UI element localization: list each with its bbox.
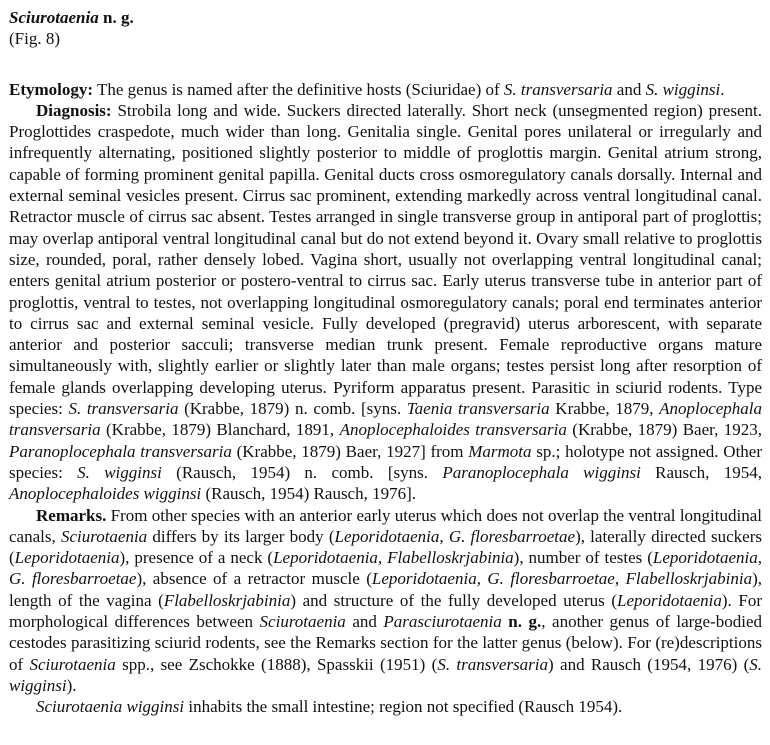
text-segment: S. transversaria (437, 654, 549, 674)
text-segment: Parasciurotaenia (383, 612, 502, 632)
text-segment: From other species with an anterior early uterus which does not overlap the ventral longitudinal canals, (9, 505, 762, 546)
etymology-paragraph (9, 79, 762, 100)
text-segment: S. transversaria (68, 399, 179, 419)
text-segment: Anoplocephaloides wigginsi (9, 484, 202, 504)
text-segment: (Krabbe, 1879) Baer, 1923, (566, 420, 763, 440)
text-segment: Marmota (468, 441, 532, 461)
habitat-paragraph (9, 696, 762, 717)
text-segment: S. transversaria (503, 79, 613, 99)
text-segment: The genus is named after the definitive hosts (Sciuridae) of (93, 79, 504, 99)
text-segment: ) and structure of the fully developed uterus ( (290, 590, 618, 610)
text-segment: inhabits the small intestine; region not specified (Rausch 1954). (184, 697, 623, 717)
text-segment: Diagnosis: (36, 100, 112, 120)
text-segment: Flabelloskrjabinia (163, 590, 291, 610)
text-segment: . (720, 79, 725, 99)
text-segment: (Krabbe, 1879) n. comb. [syns. (178, 399, 407, 419)
text-segment: ), absence of a retractor muscle ( (136, 569, 372, 589)
text-segment: ), laterally directed suckers ( (9, 526, 762, 568)
text-segment: (Rausch, 1954) Rausch, 1976]. (201, 484, 417, 504)
text-segment: ). For morphological differences between (9, 590, 762, 632)
text-segment: Sciurotaenia wigginsi (36, 697, 185, 717)
text-segment: ), number of testes ( (513, 548, 653, 568)
figure-reference (9, 28, 762, 49)
text-segment: ) and Rausch (1954, 1976) ( (548, 654, 750, 674)
text-segment: Paranoplocephala wigginsi (442, 462, 641, 482)
text-segment: Anoplocephaloides transversaria (339, 420, 567, 440)
text-segment: S. wigginsi (9, 654, 762, 695)
text-segment: (Krabbe, 1879) Baer, 1927] from (231, 441, 469, 461)
text-segment: Rausch, 1954, (640, 462, 762, 482)
text-segment: Etymology: (9, 79, 94, 99)
genus-heading (9, 7, 762, 28)
remarks-paragraph (9, 505, 762, 697)
text-segment: (Fig. 8) (9, 29, 60, 49)
text-segment: and (345, 612, 384, 632)
text-segment: n. g. (501, 612, 542, 632)
text-segment: Leporidotaenia, Flabelloskrjabinia (273, 548, 514, 568)
text-segment: Paranoplocephala transversaria (9, 441, 232, 461)
text-segment: ). (66, 675, 77, 695)
text-segment: Krabbe, 1879, (549, 399, 660, 419)
text-segment: Remarks. (36, 505, 107, 525)
text-segment: and (612, 79, 646, 99)
text-segment: Sciurotaenia (29, 654, 116, 674)
text-segment: (Krabbe, 1879) Blanchard, 1891, (100, 420, 340, 440)
text-segment: differs by its larger body ( (147, 526, 335, 546)
text-segment: , another genus of large-bodied cestodes parasitizing sciurid rodents, see the Remarks section for the latter genus (below). For (re)descriptions of (9, 612, 762, 674)
text-segment: spp., see Zschokke (1888), Spasskii (1951) ( (115, 654, 438, 674)
text-segment: Taenia transversaria (406, 399, 550, 419)
text-segment: Leporidotaenia (14, 548, 120, 568)
text-segment: Leporidotaenia (617, 590, 722, 610)
text-segment: Strobila long and wide. Suckers directed laterally. Short neck (unsegmented region) present. Proglottides craspedote, much wider than long. Genitalia single. Genital pores unilateral or irregularly and infrequently alternating, positioned slightly posterior to middle of proglottis margin. Genital atrium strong, capable of forming prominent genital papilla. Genital ducts cross osmoregulatory canals dorsally. Internal and external seminal vesicles present. Cirrus sac prominent, extending markedly across ventral longitudinal canal. Retractor muscle of cirrus sac absent. Testes arranged in single transverse group in antiporal part of proglottis; may overlap antiporal ventral longitudinal canal but do not extend beyond it. Ovary small relative to proglottis size, rounded, poral, rather densely lobed. Vagina short, usually not overlapping ventral longitudinal canal; enters genital atrium posterior or postero-ventral to cirrus sac. Early uterus transverse tube in anterior part of proglottis, ventral to testes, not overlapping longitudinal osmoregulatory canals; poral end terminates anterior to cirrus sac and external seminal vesicle. Fully developed (pregravid) uterus arborescent, with separate anterior and posterior sacculi; transverse median trunk present. Female reproductive organs mature simultaneously with, slightly earlier or slightly later than male organs; testes persist long after resorption of female glands overlapping developing uterus. Pyriform apparatus present. Parasitic in sciurid rodents. Type species: (9, 100, 762, 419)
text-segment: ), presence of a neck ( (119, 548, 274, 568)
diagnosis-paragraph (9, 100, 762, 505)
text-segment: Leporidotaenia, G. floresbarroetae (334, 526, 576, 546)
text-segment: ), length of the vagina ( (9, 569, 762, 610)
text-segment: Leporidotaenia, G. floresbarroetae (9, 548, 762, 589)
text-segment: sp.; holotype not assigned. Other species: (9, 441, 762, 482)
text-segment: S. wigginsi (77, 462, 162, 482)
text-segment: n. g. (98, 8, 134, 27)
text-segment: Leporidotaenia, G. floresbarroetae, Flabelloskrjabinia (371, 569, 753, 589)
text-segment: Sciurotaenia (259, 612, 346, 632)
text-segment: Sciurotaenia (60, 526, 148, 546)
text-segment: Sciurotaenia (9, 8, 99, 27)
text-segment: Anoplocephala transversaria (9, 399, 763, 440)
text-segment: (Rausch, 1954) n. comb. [syns. (161, 462, 443, 482)
text-segment: S. wigginsi (645, 79, 721, 99)
